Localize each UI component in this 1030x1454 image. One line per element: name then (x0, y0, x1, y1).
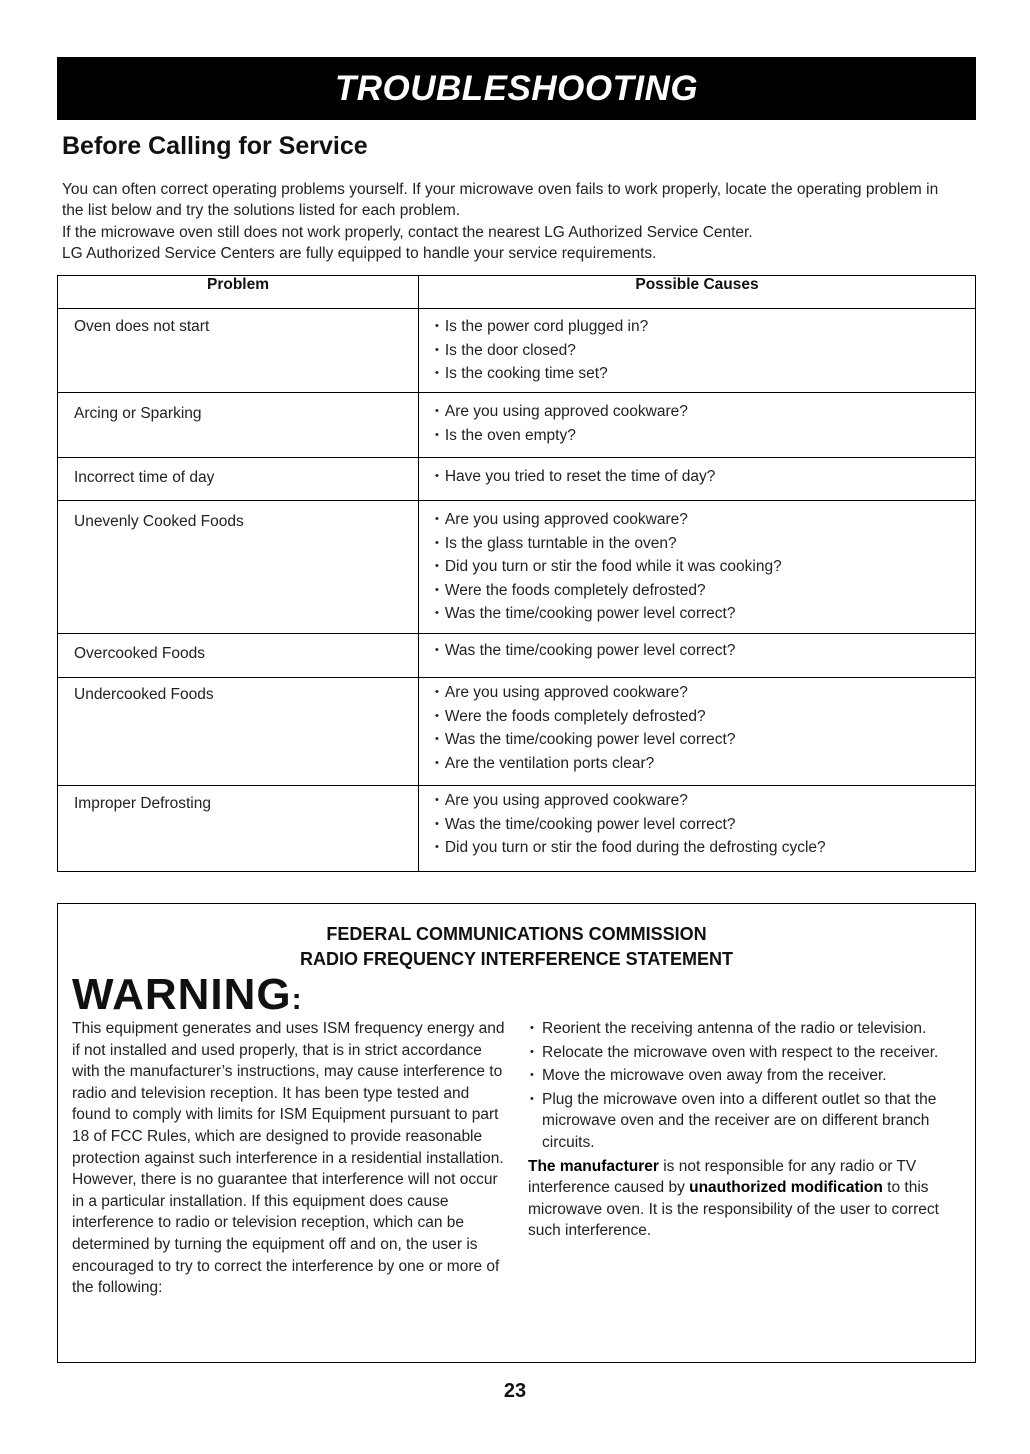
cause-item: • Did you turn or stir the food during the defrosting cycle? (435, 837, 975, 861)
warning-colon: : (291, 983, 303, 1016)
cause-item: • Is the power cord plugged in? (435, 316, 975, 340)
cause-item: • Is the door closed? (435, 340, 975, 364)
cause-item: • Have you tried to reset the time of day? (435, 466, 975, 490)
table-row (58, 786, 976, 872)
cause-item: • Is the oven empty? (435, 425, 975, 449)
causes-cell (419, 501, 976, 634)
list-item: • Reorient the receiving antenna of the radio or television. (528, 1018, 968, 1040)
manufacturer-notice (528, 1156, 968, 1242)
cause-item: • Were the foods completely defrosted? (435, 580, 975, 604)
fcc-remedy-list (528, 1018, 968, 1154)
problem-cell: Arcing or Sparking (58, 393, 419, 458)
fcc-right-column (528, 1018, 968, 1242)
fcc-paragraph: This equipment generates and uses ISM frequency energy and if not installed and used properly, that is in strict accordance with the manufacturer’s instructions, may cause interference to radio and television reception. It has been type tested and found to comply with limits for ISM Equipment pursuant to part 18 of FCC Rules, which are designed to provide reasonable protection against such interference in a residential installation. (72, 1020, 505, 1167)
problem-cell: Oven does not start (58, 309, 419, 393)
fcc-heading-line1: FEDERAL COMMUNICATIONS COMMISSION (326, 924, 707, 944)
fcc-paragraph: However, there is no guarantee that interference will not occur in a particular installation. If this equipment does cause interference to radio or television reception, which can be determined by turning the equipment off and on, the user is encouraged to try to correct the interference by one or more of the following: (72, 1171, 500, 1297)
problem-cell: Incorrect time of day (58, 458, 419, 501)
problem-cell: Undercooked Foods (58, 678, 419, 786)
cause-item: • Are you using approved cookware? (435, 790, 975, 814)
cause-item: • Is the cooking time set? (435, 363, 975, 387)
problem-cell: Unevenly Cooked Foods (58, 501, 419, 634)
warning-text: WARNING (72, 970, 292, 1019)
intro-text (62, 179, 962, 264)
header-possible-causes: Possible Causes (419, 276, 976, 309)
table-row (58, 393, 976, 458)
problem-cell: Overcooked Foods (58, 634, 419, 678)
fcc-left-column (72, 1018, 512, 1299)
intro-paragraph: LG Authorized Service Centers are fully equipped to handle your service requirements. (62, 244, 657, 262)
notice-text: is not responsible for any radio or TV interference caused by (528, 1157, 917, 1197)
cause-item: • Was the time/cooking power level correct? (435, 603, 975, 627)
notice-text: to this microwave oven. It is the responsibility of the user to correct such interference. (528, 1179, 939, 1240)
table-row (58, 309, 976, 393)
cause-item: • Are the ventilation ports clear? (435, 753, 975, 777)
cause-item: • Was the time/cooking power level correct? (435, 640, 975, 664)
fcc-statement-box (57, 903, 976, 1363)
causes-cell (419, 786, 976, 872)
banner-title: TROUBLESHOOTING (334, 69, 699, 108)
cause-item: • Are you using approved cookware? (435, 509, 975, 533)
list-item: • Move the microwave oven away from the receiver. (528, 1065, 968, 1087)
table-row (58, 501, 976, 634)
problem-cell: Improper Defrosting (58, 786, 419, 872)
notice-bold-modification: unauthorized modification (689, 1179, 883, 1197)
troubleshooting-table (57, 275, 976, 872)
causes-cell (419, 678, 976, 786)
troubleshooting-banner (57, 57, 976, 120)
notice-bold-manufacturer: The manufacturer (528, 1157, 659, 1175)
fcc-heading-line2: RADIO FREQUENCY INTERFERENCE STATEMENT (299, 949, 734, 969)
table-row (58, 678, 976, 786)
table-row (58, 458, 976, 501)
list-item: • Plug the microwave oven into a different outlet so that the microwave oven and the receiver are on different branch circuits. (528, 1089, 968, 1154)
section-title: Before Calling for Service (62, 132, 368, 160)
causes-cell (419, 634, 976, 678)
list-item: • Relocate the microwave oven with respect to the receiver. (528, 1042, 968, 1064)
intro-paragraph: If the microwave oven still does not work properly, contact the nearest LG Authorized Service Center. (62, 223, 753, 241)
cause-item: • Was the time/cooking power level correct? (435, 729, 975, 753)
causes-cell (419, 393, 976, 458)
causes-cell (419, 309, 976, 393)
table-header-row (58, 276, 976, 309)
cause-item: • Were the foods completely defrosted? (435, 706, 975, 730)
table-row (58, 634, 976, 678)
cause-item: • Is the glass turntable in the oven? (435, 533, 975, 557)
cause-item: • Are you using approved cookware? (435, 682, 975, 706)
header-problem: Problem (58, 276, 419, 309)
causes-cell (419, 458, 976, 501)
intro-paragraph: You can often correct operating problems yourself. If your microwave oven fails to work properly, locate the operating problem in the list below and try the solutions listed for each problem. (62, 181, 939, 220)
cause-item: • Did you turn or stir the food while it was cooking? (435, 556, 975, 580)
cause-item: • Was the time/cooking power level correct? (435, 814, 975, 838)
cause-item: • Are you using approved cookware? (435, 401, 975, 425)
page-number: 23 (503, 1380, 527, 1402)
warning-heading (72, 970, 303, 1020)
